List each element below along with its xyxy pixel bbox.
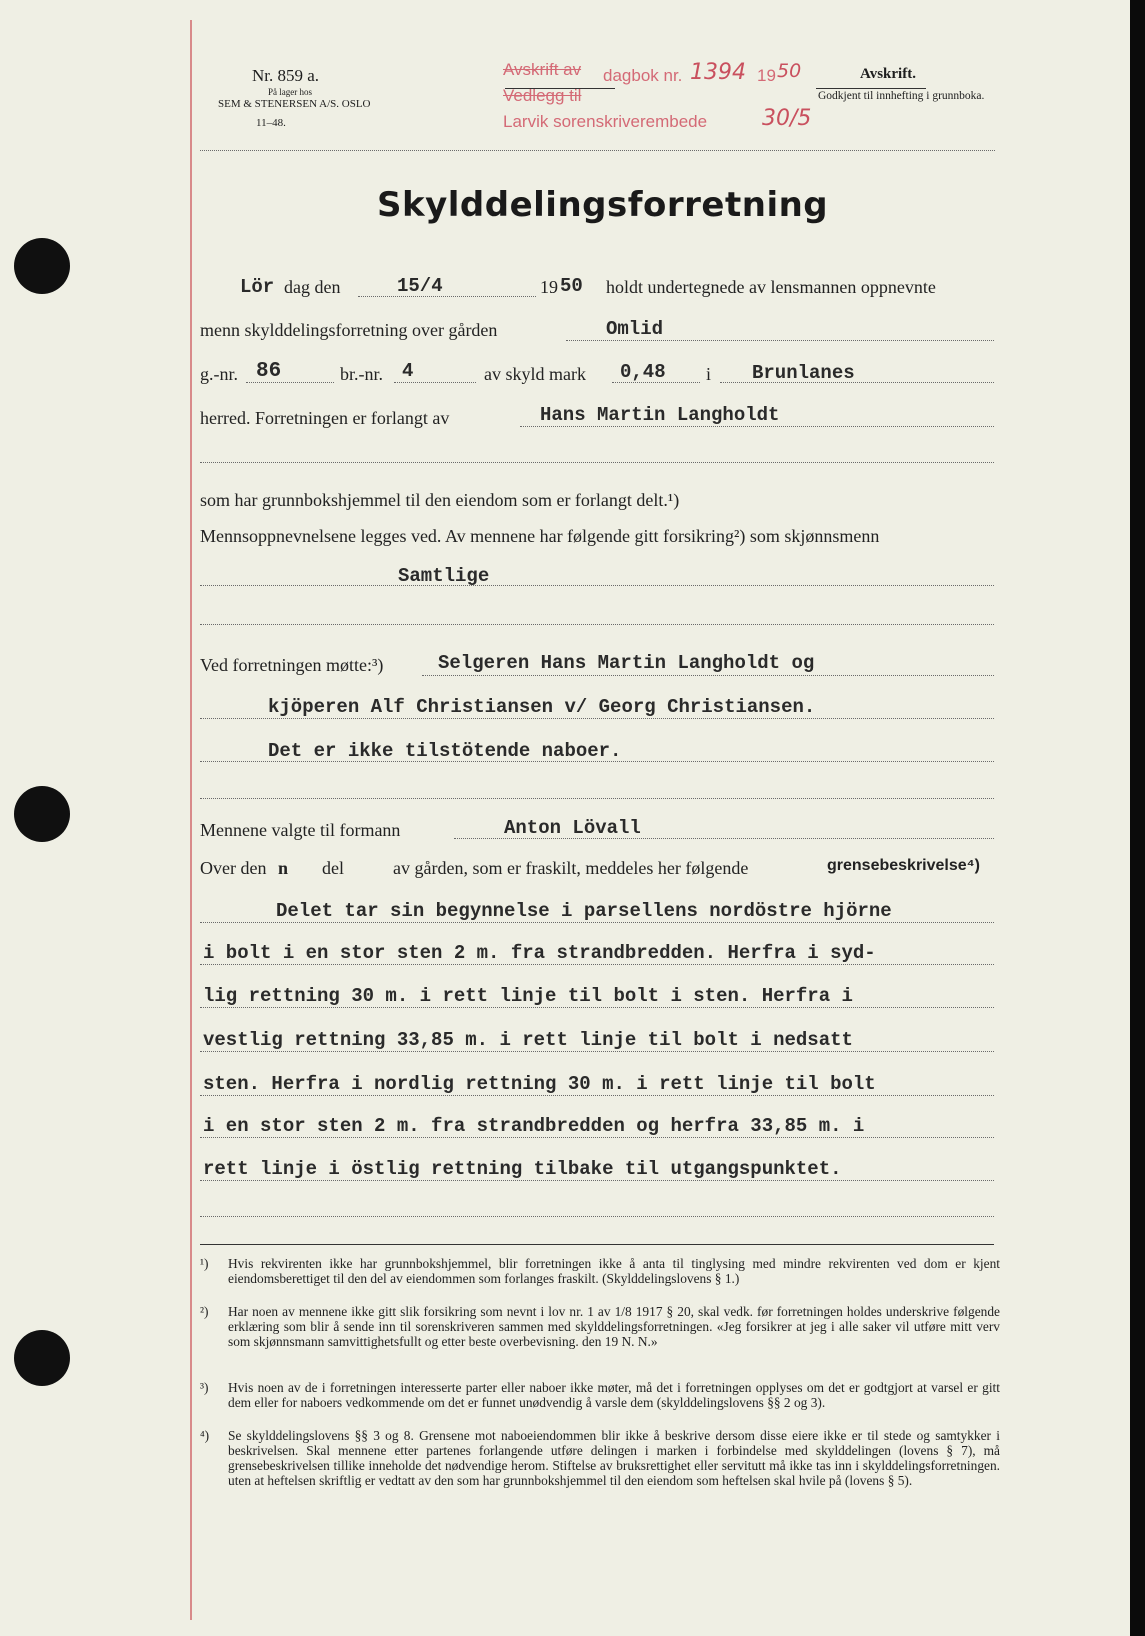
fill-line bbox=[422, 675, 994, 676]
formann-name: Anton Lövall bbox=[504, 817, 641, 839]
gnr-value: 86 bbox=[256, 360, 282, 383]
form-label: i bbox=[706, 364, 712, 384]
grensebeskrivelse-label: grensebeskrivelse⁴) bbox=[827, 857, 980, 874]
municipality: Brunlanes bbox=[752, 362, 855, 384]
boundary-line: rett linje i östlig rettning tilbake til utgangspunktet. bbox=[203, 1158, 842, 1180]
fill-line bbox=[200, 922, 994, 923]
footnote-text: Hvis noen av de i forretningen interesserte parter eller naboer ikke møter, må det i forretningen opplyses om det er godtgjort at varsel er gitt dem eller for naboers vedkommende om det er funnet unødvendig å varsle dem (skylddelingslovens §§ 2 og 3). bbox=[228, 1380, 1000, 1410]
footnote bbox=[200, 1380, 1000, 1410]
stamp-office: Larvik sorenskriverembede bbox=[503, 112, 708, 131]
boundary-line: lig rettning 30 m. i rett linje til bolt i sten. Herfra i bbox=[203, 985, 853, 1007]
punch-hole bbox=[14, 786, 70, 842]
footnote-text: Hvis rekvirenten ikke har grunnbokshjemmel, blir forretningen ikke å anta til tinglysing med mindre rekvirenten ved dom er kjent eiendomsberettiget til den del av eiendommen som forlanges fraskilt. (Skylddelingslovens § 1.) bbox=[228, 1256, 1000, 1286]
fill-line bbox=[200, 1180, 994, 1181]
fill-line bbox=[200, 798, 994, 799]
fill-line bbox=[200, 624, 994, 625]
form-year: 50 bbox=[560, 275, 583, 297]
avskrift-label: Avskrift. bbox=[860, 66, 916, 82]
skyld-value: 0,48 bbox=[620, 361, 666, 383]
footnote bbox=[200, 1256, 1000, 1286]
form-label: av gården, som er fraskilt, meddeles her følgende bbox=[393, 858, 749, 878]
form-label: av skyld mark bbox=[484, 364, 586, 384]
divider bbox=[505, 88, 615, 89]
divider bbox=[816, 88, 926, 89]
footnote-text: Har noen av mennene ikke gitt slik forsikring som nevnt i lov nr. 1 av 1/8 1917 § 20, skal vedk. før forretningen holdes underskrive følgende erklæring som blir å sende inn til sorenskriveren sammen med skylddelingsforretningen. «Jeg forsikrer at jeg i alle saker vil utføre mitt verv som skjønnsmann samvittighetsfullt og etter beste overbevisning. den 19 N. N.» bbox=[228, 1304, 1000, 1349]
stamp-text: Vedlegg til bbox=[503, 86, 582, 105]
insured-persons: Samtlige bbox=[398, 565, 490, 587]
footnote bbox=[200, 1304, 1000, 1349]
footnote-number: ²) bbox=[200, 1304, 209, 1319]
form-label: g.-nr. bbox=[200, 364, 238, 384]
fill-line bbox=[200, 718, 994, 719]
stamp-text: 19 bbox=[757, 66, 776, 85]
fill-line bbox=[394, 382, 476, 383]
footnote-number: ⁴) bbox=[200, 1428, 210, 1443]
footnote-text: Se skylddelingslovens §§ 3 og 8. Grensene mot naboeiendommen blir ikke å beskrive dersom disse eiere ikke er til stede og samtykker i beskrivelsen. Skal mennene etter partenes forlangende utføre delingen i marken i forbindelse med skylddelingen (lovens § 7), må grensebeskrivelsen tillike inneholde det nødvendige herom. Stiftelse av bruksrettighet eller servitutt må ikke tas inn i skylddelingsforretningen. uten at heftelsen skriftlig er vedtatt av den som har grunnbokshjemmel til den eiendom som heftelsen skal hvile på (lovens § 5). bbox=[228, 1428, 1000, 1488]
fill-line bbox=[612, 382, 700, 383]
dagbok-number: 1394 bbox=[690, 60, 746, 85]
fill-line bbox=[246, 382, 334, 383]
stamp-year: 50 bbox=[777, 60, 802, 82]
fill-line bbox=[566, 340, 994, 341]
boundary-line: i bolt i en stor sten 2 m. fra strandbredden. Herfra i syd- bbox=[203, 942, 876, 964]
weekday: Lör bbox=[240, 276, 275, 298]
fill-line bbox=[520, 426, 994, 427]
header-rule bbox=[200, 150, 995, 151]
fill-line bbox=[200, 964, 994, 965]
fill-line bbox=[720, 382, 994, 383]
footnote-number: ¹) bbox=[200, 1256, 209, 1271]
form-label: menn skylddelingsforretning over gården bbox=[200, 320, 498, 340]
printer-line: SEM & STENERSEN A/S. OSLO bbox=[218, 98, 371, 110]
fill-line bbox=[200, 761, 994, 762]
form-number: Nr. 859 a. bbox=[252, 66, 320, 85]
boundary-line: Delet tar sin begynnelse i parsellens nordöstre hjörne bbox=[276, 900, 892, 922]
boundary-line: i en stor sten 2 m. fra strandbredden og herfra 33,85 m. i bbox=[203, 1115, 865, 1137]
bnr-value: 4 bbox=[402, 360, 414, 382]
fill-line bbox=[200, 1137, 994, 1138]
fill-line bbox=[200, 462, 994, 463]
fill-line bbox=[200, 1216, 994, 1217]
avskrift-note: Godkjent til innhefting i grunnboka. bbox=[818, 90, 985, 102]
over-den-value: n bbox=[278, 858, 289, 878]
fill-line bbox=[200, 1095, 994, 1096]
form-label: som har grunnbokshjemmel til den eiendom som er forlangt delt.¹) bbox=[200, 490, 680, 510]
form-label: Mennene valgte til formann bbox=[200, 820, 401, 840]
form-label: herred. Forretningen er forlangt av bbox=[200, 408, 450, 428]
form-label: Mennsoppnevnelsene legges ved. Av mennene har følgende gitt forsikring²) som skjønnsmenn bbox=[200, 526, 880, 546]
boundary-line: vestlig rettning 33,85 m. i rett linje til bolt i nedsatt bbox=[203, 1029, 853, 1051]
fill-line bbox=[200, 1051, 994, 1052]
fill-line bbox=[454, 838, 994, 839]
fill-line bbox=[200, 1007, 994, 1008]
attendees-line: kjöperen Alf Christiansen v/ Georg Christiansen. bbox=[268, 696, 816, 718]
form-date: 15/4 bbox=[397, 275, 443, 297]
printer-line: 11–48. bbox=[256, 117, 286, 129]
fill-line bbox=[200, 585, 994, 586]
footnote bbox=[200, 1428, 1000, 1488]
form-label: Over den bbox=[200, 858, 267, 878]
printer-line: På lager hos bbox=[268, 87, 312, 97]
requested-by: Hans Martin Langholdt bbox=[540, 404, 780, 426]
form-label: dag den bbox=[284, 277, 341, 297]
footnote-divider bbox=[200, 1244, 994, 1245]
stamp-text: Avskrift av bbox=[503, 60, 582, 79]
footnote-number: ³) bbox=[200, 1380, 209, 1395]
form-label: 19 bbox=[540, 277, 558, 297]
attendees-line: Det er ikke tilstötende naboer. bbox=[268, 740, 622, 762]
document-title: Skylddelingsforretning bbox=[377, 185, 829, 225]
stamp-date: 30/5 bbox=[762, 106, 812, 131]
boundary-line: sten. Herfra i nordlig rettning 30 m. i rett linje til bolt bbox=[203, 1073, 876, 1095]
form-label: del bbox=[322, 858, 344, 878]
stamp-text: dagbok nr. bbox=[603, 66, 683, 85]
form-label: br.-nr. bbox=[340, 364, 383, 384]
fill-line bbox=[358, 296, 536, 297]
form-label: holdt undertegnede av lensmannen oppnevnte bbox=[606, 277, 936, 297]
farm-name: Omlid bbox=[606, 318, 664, 340]
punch-hole bbox=[14, 1330, 70, 1386]
attendees-line: Selgeren Hans Martin Langholdt og bbox=[438, 652, 815, 674]
form-label: Ved forretningen møtte:³) bbox=[200, 655, 384, 675]
margin-line bbox=[190, 20, 192, 1620]
punch-hole bbox=[14, 238, 70, 294]
